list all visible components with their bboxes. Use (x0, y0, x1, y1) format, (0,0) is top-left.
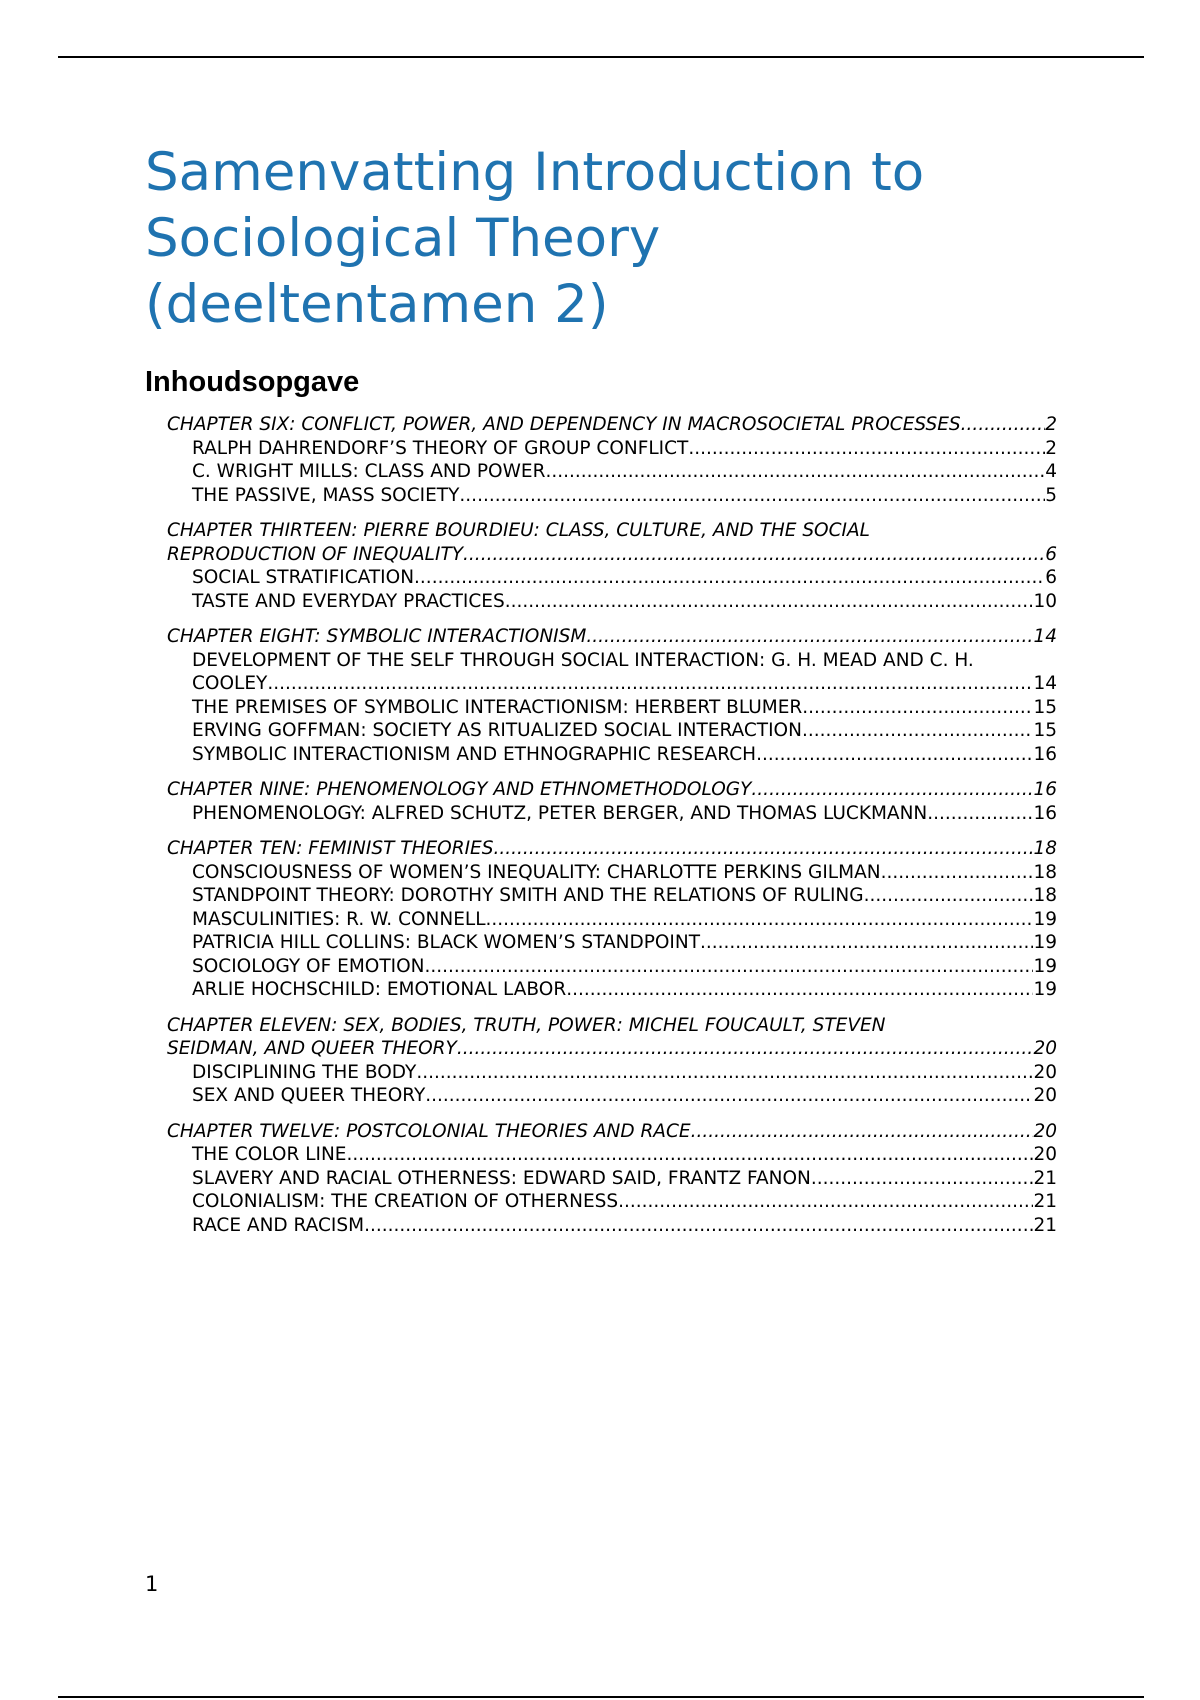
toc-dot-leader (927, 802, 1033, 826)
toc-section-link[interactable] (167, 590, 1057, 614)
toc-chapter-group (167, 1120, 1057, 1238)
toc-page-number: 21 (1033, 1191, 1057, 1212)
toc-page-number: 14 (1033, 673, 1057, 694)
toc-section-link[interactable] (167, 908, 1057, 932)
toc-dot-leader (463, 543, 1045, 567)
toc-entry-title: SYMBOLIC INTERACTIONISM AND ETHNOGRAPHIC RESEARCH (192, 743, 757, 765)
toc-entry-title: THE PASSIVE, MASS SOCIETY (192, 484, 460, 506)
toc-entry-title: STANDPOINT THEORY: DOROTHY SMITH AND THE RELATIONS OF RULING (192, 885, 864, 906)
toc-page-number: 6 (1045, 567, 1057, 588)
toc-page-number: 21 (1033, 1214, 1057, 1236)
toc-dot-leader (864, 884, 1034, 908)
toc-dot-leader (688, 437, 1045, 461)
toc-entry-title: SOCIAL STRATIFICATION (192, 567, 415, 588)
toc-page-number: 18 (1033, 838, 1057, 859)
toc-entry-title: CHAPTER TEN: FEMINIST THEORIES (167, 838, 494, 859)
toc-section-link[interactable] (167, 1143, 1057, 1167)
toc-dot-leader (425, 955, 1034, 979)
toc-entry-title: PHENOMENOLOGY: ALFRED SCHUTZ, PETER BERGER, AND THOMAS LUCKMANN (192, 802, 928, 824)
toc-section-wrapped-line: DEVELOPMENT OF THE SELF THROUGH SOCIAL INTERACTION: G. H. MEAD AND C. H. (192, 649, 974, 671)
toc-page-number: 14 (1033, 626, 1057, 647)
document-title-line: (deeltentamen 2) (145, 274, 609, 335)
toc-dot-leader (347, 1143, 1034, 1167)
toc-dot-leader (416, 1061, 1033, 1085)
toc-dot-leader (961, 413, 1046, 437)
toc-page-number: 19 (1033, 932, 1057, 953)
toc-chapter-group (167, 519, 1057, 613)
toc-dot-leader (267, 672, 1033, 696)
toc-dot-leader (751, 778, 1033, 802)
toc-entry-title: SOCIOLOGY OF EMOTION (192, 955, 425, 977)
toc-entry-title: CONSCIOUSNESS OF WOMEN’S INEQUALITY: CHARLOTTE PERKINS GILMAN (192, 861, 881, 883)
toc-entry-title: CHAPTER TWELVE: POSTCOLONIAL THEORIES AND RACE (167, 1120, 691, 1142)
toc-dot-leader (802, 696, 1033, 720)
toc-section-link[interactable] (167, 566, 1057, 590)
toc-entry-title: PATRICIA HILL COLLINS: BLACK WOMEN’S STANDPOINT (192, 932, 701, 953)
toc-dot-leader (691, 1120, 1034, 1144)
toc-section-link[interactable] (167, 696, 1057, 720)
toc-section-link[interactable] (167, 743, 1057, 767)
toc-page-number: 20 (1033, 1144, 1057, 1165)
toc-dot-leader (811, 1167, 1034, 1191)
toc-chapter-wrapped-line: CHAPTER THIRTEEN: PIERRE BOURDIEU: CLASS, CULTURE, AND THE SOCIAL (167, 520, 870, 541)
document-title-line: Samenvatting Introduction to (145, 142, 925, 203)
toc-section-link[interactable] (167, 484, 1057, 508)
toc-entry-title: SEX AND QUEER THEORY (192, 1085, 426, 1106)
toc-section-link[interactable] (167, 1190, 1057, 1214)
toc-dot-leader (457, 1037, 1034, 1061)
toc-entry-title: ERVING GOFFMAN: SOCIETY AS RITUALIZED SOCIAL INTERACTION (192, 720, 802, 741)
toc-entry-title: RACE AND RACISM (192, 1214, 365, 1236)
toc-dot-leader (756, 743, 1033, 767)
toc-entry-title: C. WRIGHT MILLS: CLASS AND POWER (192, 461, 546, 482)
toc-section-link[interactable] (167, 437, 1057, 461)
toc-entry-title: MASCULINITIES: R. W. CONNELL (192, 908, 486, 930)
toc-section-link[interactable] (167, 460, 1057, 484)
footer-rule (58, 1696, 1144, 1698)
toc-page-number: 2 (1045, 437, 1057, 459)
toc-dot-leader (505, 590, 1034, 614)
toc-page-number: 20 (1033, 1061, 1057, 1083)
toc-entry-title: DISCIPLINING THE BODY (192, 1061, 417, 1083)
toc-section-link[interactable] (167, 1214, 1057, 1238)
toc-entry-title: THE PREMISES OF SYMBOLIC INTERACTIONISM: HERBERT BLUMER (192, 696, 803, 718)
toc-chapter-link[interactable] (167, 837, 1057, 861)
toc-chapter-wrapped-line: CHAPTER ELEVEN: SEX, BODIES, TRUTH, POWER: MICHEL FOUCAULT, STEVEN (167, 1014, 886, 1036)
toc-section-link[interactable] (167, 931, 1057, 955)
toc-entry-title: ARLIE HOCHSCHILD: EMOTIONAL LABOR (192, 979, 567, 1000)
toc-dot-leader (493, 837, 1033, 861)
toc-dot-leader (802, 719, 1034, 743)
toc-page-number: 16 (1033, 743, 1057, 765)
toc-dot-leader (566, 978, 1033, 1002)
toc-chapter-link[interactable] (167, 1037, 1057, 1061)
toc-entry-title: CHAPTER SIX: CONFLICT, POWER, AND DEPENDENCY IN MACROSOCIETAL PROCESSES (167, 414, 961, 435)
toc-section-link[interactable] (167, 1084, 1057, 1108)
toc-entry-title: CHAPTER EIGHT: SYMBOLIC INTERACTIONISM (167, 626, 587, 647)
toc-page-number: 20 (1033, 1085, 1057, 1106)
toc-page-number: 4 (1045, 461, 1057, 482)
toc-section-link[interactable] (167, 802, 1057, 826)
toc-entry-title: RALPH DAHRENDORF’S THEORY OF GROUP CONFLICT (192, 437, 689, 459)
toc-chapter-group (167, 625, 1057, 766)
document-title-line: Sociological Theory (145, 208, 661, 269)
toc-section-link[interactable] (167, 861, 1057, 885)
toc-chapter-group (167, 837, 1057, 1002)
toc-dot-leader (545, 460, 1045, 484)
toc-entry-title: COOLEY (192, 673, 268, 694)
toc-entry-title: REPRODUCTION OF INEQUALITY (167, 543, 464, 565)
toc-dot-leader (459, 484, 1045, 508)
toc-entry-title: TASTE AND EVERYDAY PRACTICES (192, 590, 505, 612)
toc-section-link[interactable] (167, 1061, 1057, 1085)
toc-page-number: 20 (1033, 1120, 1057, 1142)
toc-page-number: 15 (1033, 696, 1057, 718)
toc-dot-leader (700, 931, 1033, 955)
page-number: 1 (145, 1572, 159, 1596)
toc-page-number: 21 (1033, 1167, 1057, 1189)
toc-chapter-group (167, 778, 1057, 825)
toc-page-number: 2 (1045, 414, 1057, 435)
toc-dot-leader (425, 1084, 1033, 1108)
toc-chapter-link[interactable] (167, 778, 1057, 802)
toc-page-number: 6 (1045, 543, 1057, 565)
toc-chapter-link[interactable] (167, 625, 1057, 649)
document-title (145, 140, 1045, 338)
toc-section-link[interactable] (167, 719, 1057, 743)
toc-entry-title: THE COLOR LINE (192, 1144, 347, 1165)
toc-section-link[interactable] (167, 955, 1057, 979)
toc-page-number: 19 (1033, 955, 1057, 977)
toc-page-number: 18 (1033, 861, 1057, 883)
toc-section-link[interactable] (167, 672, 1057, 696)
toc-dot-leader (486, 908, 1034, 932)
toc-section-link[interactable] (167, 884, 1057, 908)
toc-chapter-link[interactable] (167, 1120, 1057, 1144)
toc-page-number: 20 (1033, 1038, 1057, 1059)
toc-page-number: 10 (1033, 590, 1057, 612)
toc-chapter-link[interactable] (167, 543, 1057, 567)
toc-dot-leader (586, 625, 1033, 649)
toc-chapter-group (167, 413, 1057, 507)
toc-page-number: 5 (1045, 484, 1057, 506)
toc-entry-title: COLONIALISM: THE CREATION OF OTHERNESS (192, 1191, 619, 1212)
toc-chapter-group (167, 1014, 1057, 1108)
toc-entry-title: CHAPTER NINE: PHENOMENOLOGY AND ETHNOMETHODOLOGY (167, 779, 752, 800)
toc-dot-leader (618, 1190, 1033, 1214)
toc-page-number: 15 (1033, 720, 1057, 741)
toc-page-number: 16 (1033, 779, 1057, 800)
toc-chapter-link[interactable] (167, 413, 1057, 437)
toc-section-link[interactable] (167, 978, 1057, 1002)
toc-section-link[interactable] (167, 1167, 1057, 1191)
toc-page-number: 19 (1033, 979, 1057, 1000)
toc-entry-title: SEIDMAN, AND QUEER THEORY (167, 1038, 457, 1059)
toc-page-number: 18 (1033, 885, 1057, 906)
toc-page-number: 19 (1033, 908, 1057, 930)
toc-heading: Inhoudsopgave (145, 366, 360, 398)
toc-dot-leader (881, 861, 1034, 885)
header-rule (58, 56, 1144, 58)
table-of-contents (167, 413, 1057, 1249)
toc-dot-leader (414, 566, 1045, 590)
toc-page-number: 16 (1033, 802, 1057, 824)
toc-entry-title: SLAVERY AND RACIAL OTHERNESS: EDWARD SAID, FRANTZ FANON (192, 1167, 811, 1189)
toc-dot-leader (364, 1214, 1033, 1238)
